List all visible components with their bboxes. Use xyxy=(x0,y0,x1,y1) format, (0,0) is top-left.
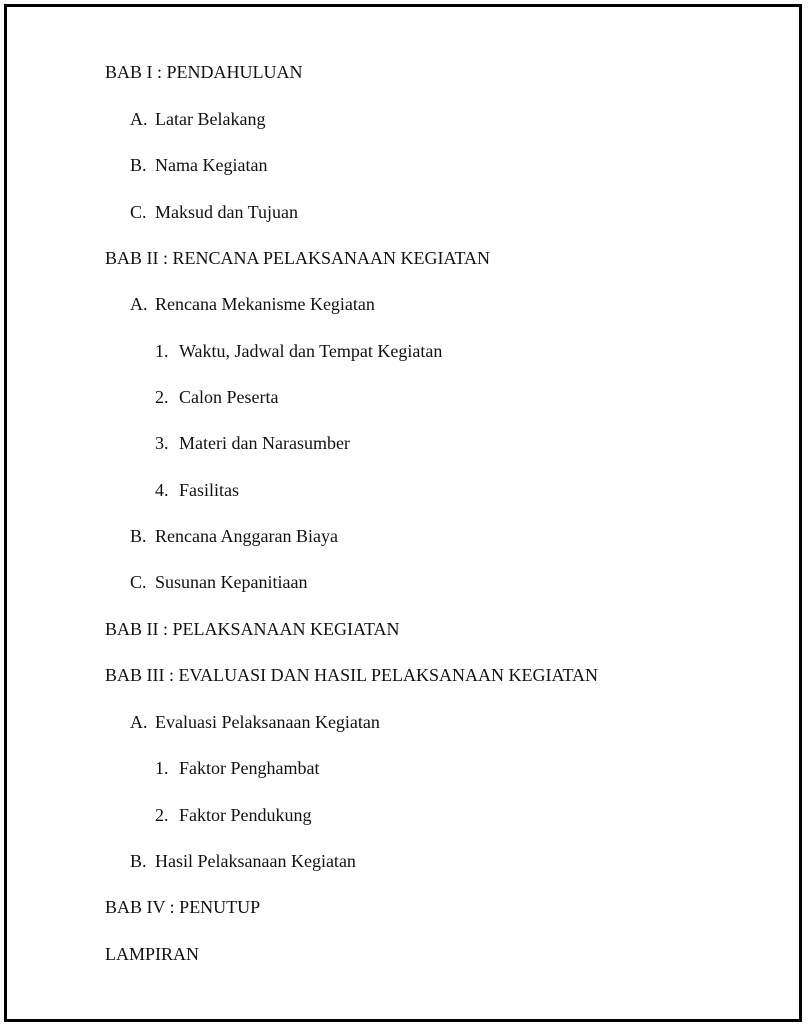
subsection-label: Materi dan Narasumber xyxy=(179,433,350,453)
chapter-title: BAB II : RENCANA PELAKSANAAN KEGIATAN xyxy=(105,248,491,268)
section-marker: A. xyxy=(130,712,148,732)
section-item xyxy=(130,107,690,131)
chapter-title: BAB II : PELAKSANAAN KEGIATAN xyxy=(105,619,400,639)
section-label: Evaluasi Pelaksanaan Kegiatan xyxy=(155,712,380,732)
subsection-marker: 4. xyxy=(155,480,169,500)
section-item xyxy=(130,200,690,224)
section-marker: A. xyxy=(130,294,148,314)
subsection-label: Calon Peserta xyxy=(179,387,279,407)
subsection-marker: 1. xyxy=(155,758,169,778)
section-label: Hasil Pelaksanaan Kegiatan xyxy=(155,851,356,871)
chapter-heading-bab-2 xyxy=(105,246,490,270)
section-item xyxy=(130,292,690,316)
section-marker: C. xyxy=(130,572,147,592)
section-label: Maksud dan Tujuan xyxy=(155,202,299,222)
section-label: Rencana Mekanisme Kegiatan xyxy=(155,294,375,314)
chapter-title: LAMPIRAN xyxy=(105,944,200,964)
section-item xyxy=(130,524,690,548)
chapter-title: BAB IV : PENUTUP xyxy=(105,897,261,917)
subsection-label: Fasilitas xyxy=(179,480,240,500)
section-marker: A. xyxy=(130,109,148,129)
subsection-marker: 3. xyxy=(155,433,169,453)
subsection-item xyxy=(155,431,715,455)
chapter-heading-bab-2-pelaksanaan xyxy=(105,617,400,641)
section-item xyxy=(130,710,690,734)
section-item xyxy=(130,570,690,594)
section-label: Susunan Kepanitiaan xyxy=(155,572,308,592)
section-marker: B. xyxy=(130,851,147,871)
subsection-item xyxy=(155,478,715,502)
subsection-marker: 2. xyxy=(155,387,169,407)
section-marker: B. xyxy=(130,155,147,175)
chapter-heading-lampiran xyxy=(105,942,199,966)
subsection-item xyxy=(155,803,715,827)
section-marker: C. xyxy=(130,202,147,222)
section-label: Latar Belakang xyxy=(155,109,266,129)
subsection-label: Faktor Penghambat xyxy=(179,758,320,778)
section-item xyxy=(130,153,690,177)
subsection-marker: 2. xyxy=(155,805,169,825)
chapter-heading-bab-4 xyxy=(105,895,260,919)
chapter-heading-bab-3 xyxy=(105,663,598,687)
chapter-heading-bab-1 xyxy=(105,60,303,84)
subsection-marker: 1. xyxy=(155,341,169,361)
section-label: Nama Kegiatan xyxy=(155,155,268,175)
subsection-item xyxy=(155,756,715,780)
chapter-title: BAB I : PENDAHULUAN xyxy=(105,62,303,82)
section-marker: B. xyxy=(130,526,147,546)
section-label: Rencana Anggaran Biaya xyxy=(155,526,338,546)
subsection-label: Faktor Pendukung xyxy=(179,805,312,825)
subsection-item xyxy=(155,339,715,363)
section-item xyxy=(130,849,690,873)
subsection-label: Waktu, Jadwal dan Tempat Kegiatan xyxy=(179,341,443,361)
chapter-title: BAB III : EVALUASI DAN HASIL PELAKSANAAN KEGIATAN xyxy=(105,665,599,685)
subsection-item xyxy=(155,385,715,409)
